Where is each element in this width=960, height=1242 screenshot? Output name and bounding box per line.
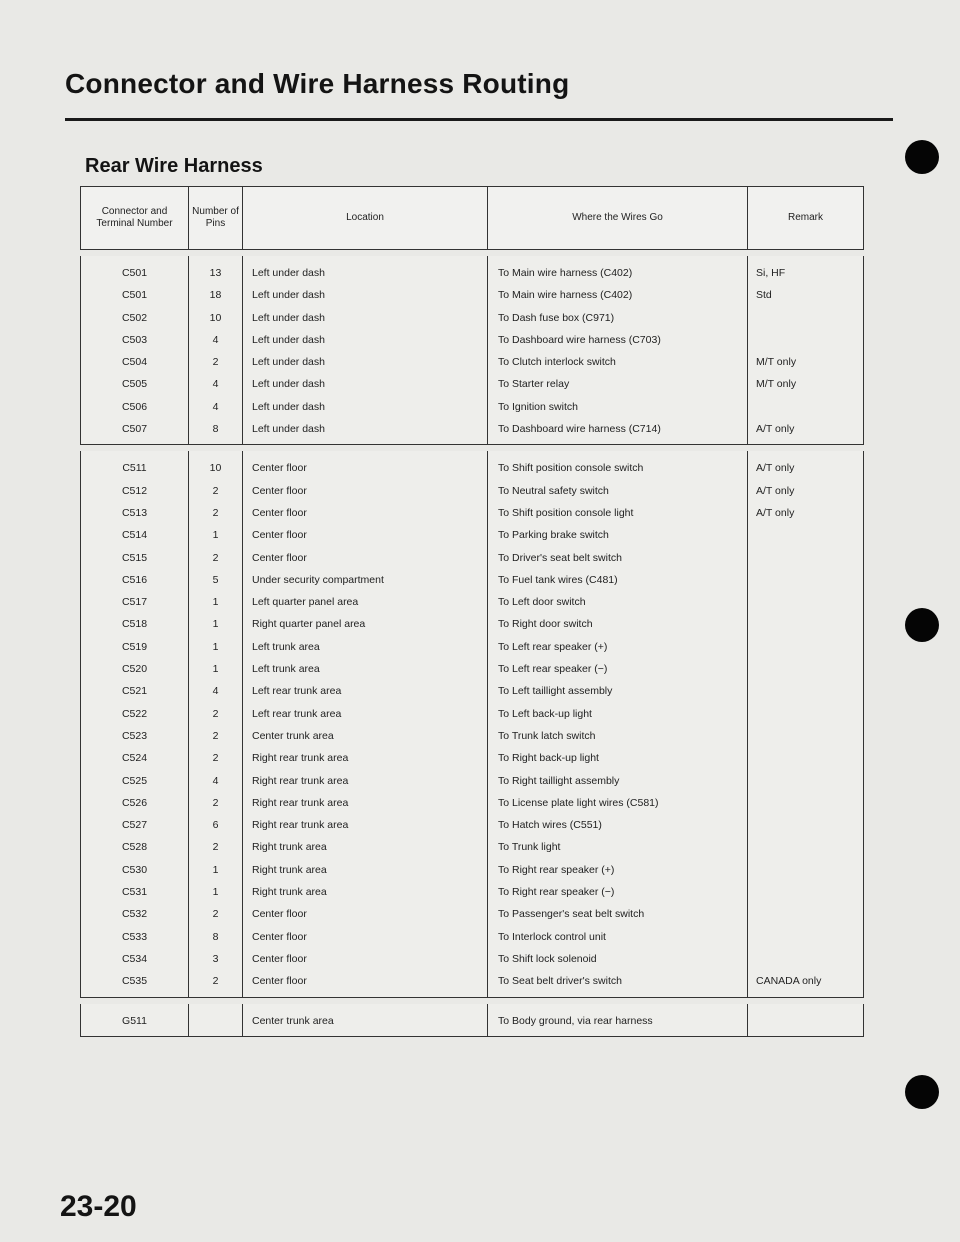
column-header-location: Location [243,187,488,250]
connector-cell [81,451,189,997]
table-cell-line: C516 [121,573,148,586]
table-cell-line: Right quarter panel area [252,618,366,631]
table-cell-line: Left rear trunk area [252,707,342,720]
table-cell-line: To Right rear speaker (+) [498,863,615,876]
table-cell-line: C531 [121,886,148,899]
table-cell-line: C523 [121,729,148,742]
table-cell-line [756,747,862,769]
table-cell-line: A/T only [756,462,795,475]
pins-cell [189,451,243,997]
binder-hole-dot [905,1075,939,1109]
table-cell-line: To Starter relay [498,378,570,391]
table-cell-line: Right rear trunk area [252,796,349,809]
table-cell-line: Center floor [252,484,307,497]
table-cell-line: 1 [212,886,219,899]
table-cell-line: C514 [121,529,148,542]
table-cell-line: Left under dash [252,311,325,324]
table-cell-line: Center floor [252,930,307,943]
table-cell-line: C513 [121,506,148,519]
table-cell-line: To Left rear speaker (−) [498,663,608,676]
table-cell-line: To Right rear speaker (−) [498,886,615,899]
table-cell-line: C518 [121,618,148,631]
table-cell-line: C517 [121,596,148,609]
table-cell-line: A/T only [756,423,795,436]
table-cell-line [756,948,862,970]
table-cell-line: Center trunk area [252,1014,334,1027]
table-cell-line [756,770,862,792]
table-cell-line: 2 [212,484,219,497]
table-cell-line: C501 [121,289,148,302]
table-cell-line: 1 [212,596,219,609]
table-cell-line: C505 [121,378,148,391]
table-cell-line: To Trunk latch switch [498,729,596,742]
table-cell-line: CANADA only [756,975,822,988]
table-cell-line: C520 [121,663,148,676]
title-rule [65,118,893,121]
table-cell-line: Left under dash [252,378,325,391]
table-cell-line: A/T only [756,484,795,497]
pins-cell [189,256,243,445]
column-header-destination: Where the Wires Go [488,187,748,250]
table-cell-line [190,1010,241,1032]
table-cell-line: 2 [212,752,219,765]
table-cell-line: To License plate light wires (C581) [498,796,659,809]
table-cell-line: 2 [212,356,219,369]
table-cell-line [756,591,862,613]
table-cell-line: Center floor [252,551,307,564]
table-cell-line: 2 [212,975,219,988]
location-cell [243,1004,488,1037]
table-cell-line: C503 [121,333,148,346]
table-cell-line: C501 [121,267,148,279]
table-cell-line: G511 [122,1014,147,1027]
table-cell-line: 4 [212,333,219,346]
table-cell-line: To Neutral safety switch [498,484,609,497]
table-cell-line: To Right taillight assembly [498,774,620,787]
table-cell-line: Left under dash [252,289,325,302]
table-cell-line [756,792,862,814]
destination-cell [488,256,748,445]
table-cell-line: M/T only [756,378,797,391]
table-row-group [81,1004,864,1037]
table-cell-line: Center floor [252,952,307,965]
table-cell-line: 5 [212,573,219,586]
table-cell-line: 2 [212,551,219,564]
table-cell-line: To Dashboard wire harness (C714) [498,423,661,436]
table-cell-line: Std [756,289,772,302]
table-cell-line: 13 [209,267,222,279]
table-cell-line: Right rear trunk area [252,752,349,765]
table-cell-line: C532 [121,908,148,921]
table-cell-line: 4 [212,685,219,698]
table-cell-line: Left under dash [252,400,325,413]
table-cell-line: C521 [121,685,148,698]
table-cell-line: Left under dash [252,423,325,436]
table-cell-line: 4 [212,774,219,787]
table-cell-line: To Main wire harness (C402) [498,267,633,279]
table-cell-line: C511 [122,462,147,475]
table-cell-line: A/T only [756,506,795,519]
connector-cell [81,256,189,445]
table-cell-line: C507 [121,423,148,436]
table-cell-line: 2 [212,796,219,809]
table-cell-line: C504 [121,356,148,369]
table-cell-line: 2 [212,707,219,720]
table-cell-line: To Clutch interlock switch [498,356,616,369]
table-cell-line: 4 [212,400,219,413]
table-cell-line [756,1010,862,1032]
table-cell-line: To Main wire harness (C402) [498,289,633,302]
table-cell-line [756,547,862,569]
table-cell-line: To Dash fuse box (C971) [498,311,615,324]
table-cell-line: Center trunk area [252,729,334,742]
table-cell-line: 2 [212,908,219,921]
table-cell-line: C528 [121,841,148,854]
table-cell-line: 6 [212,819,219,832]
remark-cell [748,451,864,997]
table-cell-line: 8 [212,930,219,943]
table-cell-line [756,396,862,418]
table-cell-line: C530 [121,863,148,876]
table-cell-line: 3 [212,952,219,965]
table-cell-line [756,859,862,881]
section-title: Rear Wire Harness [85,155,263,177]
table-cell-line: C534 [121,952,148,965]
table-cell-line: 1 [212,640,219,653]
table-cell-line: To Dashboard wire harness (C703) [498,333,661,346]
table-cell-line: Left trunk area [252,640,320,653]
column-header-remark: Remark [748,187,864,250]
column-header-connector: Connector and Terminal Number [81,187,189,250]
table-cell-line: Right trunk area [252,886,327,899]
table-row-group [81,256,864,445]
table-cell-line: To Driver's seat belt switch [498,551,622,564]
destination-cell [488,451,748,997]
table-cell-line: Center floor [252,908,307,921]
table-cell-line: Left trunk area [252,663,320,676]
table-cell-line: Left quarter panel area [252,596,359,609]
table-cell-line: Right rear trunk area [252,819,349,832]
table-cell-line: 8 [212,423,219,436]
table-cell-line [756,307,862,329]
table-cell-line [756,725,862,747]
table-cell-line [756,636,862,658]
table-cell-line: To Left back-up light [498,707,592,720]
table-cell-line: Center floor [252,529,307,542]
table-cell-line [756,658,862,680]
table-cell-line: C525 [121,774,148,787]
table-cell-line: To Fuel tank wires (C481) [498,573,618,586]
destination-cell [488,1004,748,1037]
page-title: Connector and Wire Harness Routing [65,68,570,99]
table-cell-line: 2 [212,506,219,519]
table-header-row [81,187,864,250]
table-cell-line: Right trunk area [252,863,327,876]
table-cell-line [756,524,862,546]
table-cell-line: Right rear trunk area [252,774,349,787]
binder-hole-dot [905,140,939,174]
table-cell-line: To Left taillight assembly [498,685,613,698]
table-cell-line: C524 [121,752,148,765]
table-cell-line [756,903,862,925]
table-cell-line: To Ignition switch [498,400,578,413]
table-cell-line: To Passenger's seat belt switch [498,908,645,921]
table-cell-line: Center floor [252,506,307,519]
pins-cell [189,1004,243,1037]
table-cell-line [756,814,862,836]
table-cell-line: 2 [212,841,219,854]
table-cell-line: C502 [121,311,148,324]
table-cell-line: Left under dash [252,267,325,279]
table-cell-line: To Interlock control unit [498,930,606,943]
table-cell-line: 4 [212,378,219,391]
table-cell-line: Left under dash [252,356,325,369]
table-cell-line [756,836,862,858]
table-cell-line: Left rear trunk area [252,685,342,698]
table-cell-line: C527 [121,819,148,832]
table-cell-line: Center floor [252,462,307,475]
table-cell-line: To Trunk light [498,841,561,854]
table-cell-line: To Shift position console light [498,506,634,519]
table-cell-line: C533 [121,930,148,943]
table-cell-line [756,926,862,948]
connector-cell [81,1004,189,1037]
table-cell-line: 10 [209,311,222,324]
page-number: 23-20 [60,1190,137,1223]
table-cell-line: Center floor [252,975,307,988]
remark-cell [748,1004,864,1037]
table-cell-line: C522 [121,707,148,720]
table-cell-line: 2 [212,729,219,742]
table-body [81,250,864,1037]
table-cell-line: To Left rear speaker (+) [498,640,608,653]
table-cell-line: C506 [121,400,148,413]
table-cell-line: 10 [209,462,222,475]
table-cell-line: C535 [121,975,148,988]
table-row-group [81,451,864,997]
table-cell-line: 1 [212,618,219,631]
table-cell-line [756,329,862,351]
table-cell-line: Si, HF [756,267,786,279]
column-header-pins: Number of Pins [189,187,243,250]
table-cell-line: 1 [212,529,219,542]
table-cell-line: To Hatch wires (C551) [498,819,602,832]
table-cell-line: 1 [212,663,219,676]
binder-hole-dot [905,608,939,642]
table-cell-line: Right trunk area [252,841,327,854]
table-cell-line: C512 [121,484,148,497]
table-cell-line: To Shift lock solenoid [498,952,597,965]
table-cell-line [756,680,862,702]
table-cell-line [756,569,862,591]
location-cell [243,451,488,997]
table-cell-line: 18 [209,289,222,302]
table-cell-line: Left under dash [252,333,325,346]
table-cell-line: C515 [121,551,148,564]
table-cell-line [756,881,862,903]
table-cell-line: To Left door switch [498,596,586,609]
table-cell-line: M/T only [756,356,797,369]
table-cell-line: Under security compartment [252,573,384,586]
harness-table [80,186,864,1037]
table-cell-line: C519 [121,640,148,653]
table-cell-line: C526 [121,796,148,809]
table-cell-line: To Right back-up light [498,752,599,765]
table-cell-line [756,703,862,725]
table-cell-line [756,613,862,635]
table-cell-line: 1 [212,863,219,876]
location-cell [243,256,488,445]
remark-cell [748,256,864,445]
table-cell-line: To Parking brake switch [498,529,609,542]
table-cell-line: To Body ground, via rear harness [498,1014,653,1027]
table-cell-line: To Seat belt driver's switch [498,975,622,988]
table-cell-line: To Right door switch [498,618,593,631]
table-cell-line: To Shift position console switch [498,462,644,475]
